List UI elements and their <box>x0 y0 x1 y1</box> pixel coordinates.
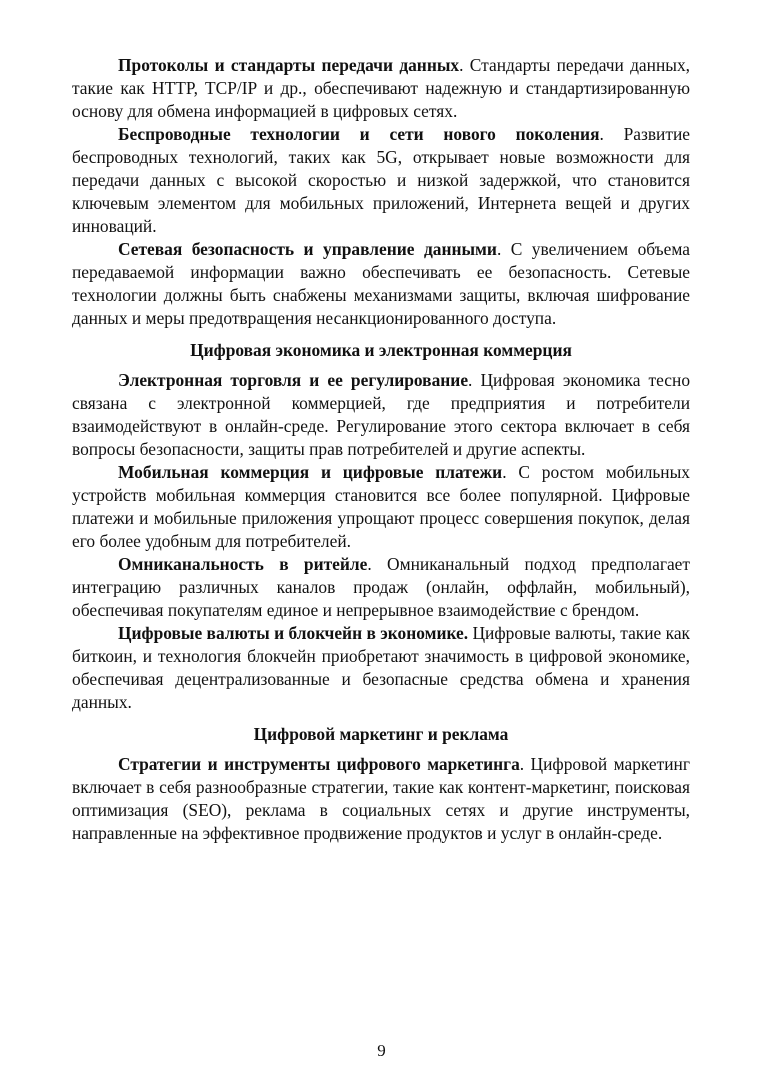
paragraph-text: . Цифровая экономика тесно связана с электронной коммерцией, где предприятия и потребители взаимодействуют в онлайн-среде. Регулирование этого сектора включает в себя вопросы безопасности, защиты прав потребителей и другие аспекты. <box>72 370 691 459</box>
paragraph-lead: Беспроводные технологии и сети нового поколения <box>118 124 600 144</box>
paragraph-text: . С увеличением объема передаваемой информации важно обеспечивать ее безопасность. Сетевые технологии должны быть снабжены механизмами защиты, включая шифрование данных и меры предотвращения несанкционированного доступа. <box>72 239 690 328</box>
paragraph-wireless <box>72 123 690 238</box>
paragraph-omnichannel <box>72 553 690 622</box>
paragraph-lead: Сетевая безопасность и управление данными <box>118 239 497 259</box>
paragraph-text: . Стандарты передачи данных, такие как HTTP, TCP/IP и др., обеспечивают надежную и стандартизированную основу для обмена информацией в цифровых сетях. <box>72 55 690 121</box>
paragraph-lead: Цифровые валюты и блокчейн в экономике. <box>118 623 469 643</box>
paragraph-ecommerce <box>72 369 690 461</box>
paragraph-text: . С ростом мобильных устройств мобильная коммерция становится все более популярной. Цифровые платежи и мобильные приложения упрощают процесс совершения покупок, делая его более удобным для потребителей. <box>72 462 690 551</box>
paragraph-text: Цифровые валюты, такие как биткоин, и технология блокчейн приобретают значимость в цифровой экономике, обеспечивая децентрализованные и безопасные средства обмена и хранения данных. <box>72 623 690 712</box>
paragraph-crypto-blockchain <box>72 622 690 714</box>
paragraph-lead: Электронная торговля и ее регулирование <box>118 370 469 390</box>
paragraph-protocols <box>72 54 690 123</box>
paragraph-lead: Мобильная коммерция и цифровые платежи <box>118 462 503 482</box>
paragraph-text: . Омниканальный подход предполагает интеграцию различных каналов продаж (онлайн, оффлайн, мобильный), обеспечивая покупателям единое и непрерывное взаимодействие с брендом. <box>72 554 690 620</box>
paragraph-lead: Стратегии и инструменты цифрового маркетинга <box>118 754 520 774</box>
page-body <box>72 54 690 845</box>
section-heading-digital-marketing: Цифровой маркетинг и реклама <box>253 724 509 744</box>
paragraph-lead: Омниканальность в ритейле <box>118 554 368 574</box>
section-heading-digital-economy: Цифровая экономика и электронная коммерция <box>190 340 572 360</box>
paragraph-security <box>72 238 690 330</box>
page-number: 9 <box>377 1041 386 1060</box>
paragraph-text: . Развитие беспроводных технологий, таких как 5G, открывает новые возможности для передачи данных с высокой скоростью и низкой задержкой, что становится ключевым элементом для мобильных приложений, Интернета вещей и других инноваций. <box>72 124 690 236</box>
paragraph-marketing-strategies <box>72 753 690 845</box>
paragraph-mobile-commerce <box>72 461 690 553</box>
paragraph-text: . Цифровой маркетинг включает в себя разнообразные стратегии, такие как контент-маркетинг, поисковая оптимизация (SEO), реклама в социальных сетях и другие инструменты, направленные на эффективное продвижение продуктов и услуг в онлайн-среде. <box>72 754 690 843</box>
paragraph-lead: Протоколы и стандарты передачи данных <box>118 55 460 75</box>
